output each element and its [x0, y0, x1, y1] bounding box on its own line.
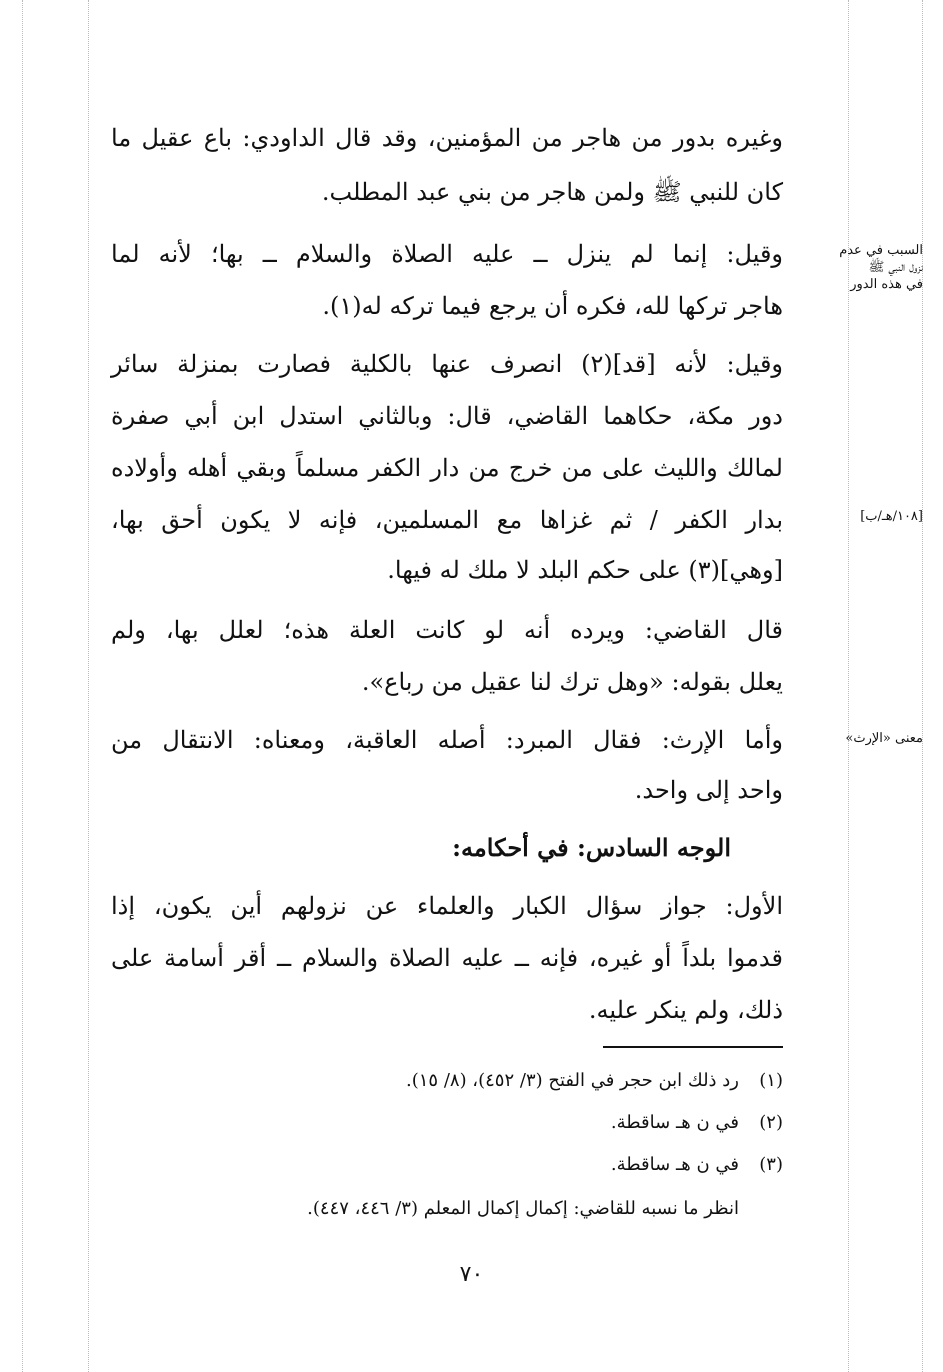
body-line: وقيل: إنما لم ينزل ــ عليه الصلاة والسلام ــ بها؛ لأنه لما [111, 240, 783, 268]
footnote-number: (٣) [759, 1154, 783, 1175]
body-line: هاجر تركها لله، فكره أن يرجع فيما تركه له(١). [322, 292, 783, 320]
body-line: وقيل: لأنه [قد](٢) انصرف عنها بالكلية فصارت بمنزلة سائر [111, 350, 784, 378]
body-line: دور مكة، حكاهما القاضي، قال: وبالثاني استدل ابن أبي صفرة [111, 402, 783, 430]
margin-note-line: نزول النبي ﷺ [868, 260, 923, 275]
footnote-text: رد ذلك ابن حجر في الفتح (٣/ ٤٥٢)، (٨/ ١٥). [406, 1070, 739, 1091]
margin-folio-ref: [١٠٨/هـ/ب] [860, 509, 923, 524]
body-line: كان للنبي ﷺ ولمن هاجر من بني عبد المطلب. [321, 178, 783, 206]
scan-guide-line [88, 0, 89, 1372]
body-line: ذلك، ولم ينكر عليه. [588, 996, 783, 1024]
scan-guide-line [922, 0, 923, 1372]
margin-note-line: في هذه الدور [850, 277, 923, 292]
footnote-text: في ن هـ ساقطة. [610, 1154, 739, 1175]
footnote-number: (١) [759, 1070, 783, 1091]
scan-guide-line [848, 0, 849, 1372]
scan-guide-line [22, 0, 23, 1372]
margin-note-irth: معنى «الإرث» [845, 731, 923, 746]
footnote [611, 1110, 783, 1136]
body-line: الأول: جواز سؤال الكبار والعلماء عن نزولهم أين يكون، إذا [111, 892, 783, 920]
body-line: لمالك والليث على من خرج من دار الكفر مسلماً وبقي أهله وأولاده [111, 454, 783, 482]
body-line: وغيره بدور من هاجر من المؤمنين، وقد قال الداودي: باع عقيل ما [111, 124, 783, 152]
margin-note-reason [793, 242, 923, 293]
footnote [611, 1152, 783, 1178]
footnote-continuation: انظر ما نسبه للقاضي: إكمال إكمال المعلم (٣/ ٤٤٦، ٤٤٧). [307, 1198, 739, 1219]
footnote [406, 1068, 783, 1094]
body-line: يعلل بقوله: «وهل ترك لنا عقيل من رباع». [361, 668, 783, 696]
footnote-number: (٢) [759, 1112, 783, 1133]
page-number: ٧٠ [459, 1262, 484, 1287]
footnote-separator [603, 1046, 783, 1048]
margin-note-line: السبب في عدم [839, 243, 923, 258]
footnote-text: في ن هـ ساقطة. [610, 1112, 739, 1133]
body-line: قال القاضي: ويرده أنه لو كانت العلة هذه؛ لعلل بها، ولم [111, 616, 783, 644]
body-line: وأما الإرث: فقال المبرد: أصله العاقبة، ومعناه: الانتقال من [111, 726, 783, 754]
body-line: قدموا بلداً أو غيره، فإنه ــ عليه الصلاة والسلام ــ أقر أسامة على [111, 944, 783, 972]
section-heading: الوجه السادس: في أحكامه: [452, 833, 731, 862]
body-line: بدار الكفر / ثم غزاها مع المسلمين، فإنه لا يكون أحق بها، [111, 506, 783, 534]
body-line: [وهي](٣) على حكم البلد لا ملك له فيها. [387, 556, 783, 584]
body-line: واحد إلى واحد. [634, 776, 783, 804]
